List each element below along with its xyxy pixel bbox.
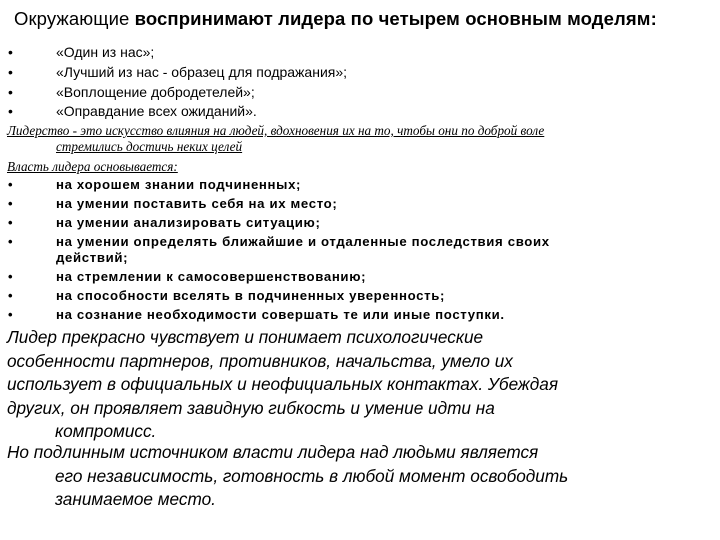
bullet: • xyxy=(8,44,13,60)
base-text: действий; xyxy=(56,250,129,265)
base-text: на хорошем знании подчиненных; xyxy=(56,177,302,192)
power-heading: Власть лидера основывается: xyxy=(7,159,178,174)
bullet: • xyxy=(8,64,13,80)
definition-line-2: стремились достичь неких целей xyxy=(56,139,243,154)
paragraph-power-source xyxy=(7,441,719,512)
bullet: • xyxy=(8,103,13,119)
base-text: на умении анализировать ситуацию; xyxy=(56,215,321,230)
model-text: «Один из нас»; xyxy=(56,44,155,60)
paragraph-line: использует в официальных и неофициальных контактах. Убеждая xyxy=(7,374,558,395)
paragraph-line: других, он проявляет завидную гибкость и умение идти на xyxy=(7,397,495,418)
model-text: «Оправдание всех ожиданий». xyxy=(56,103,257,119)
base-text: на умении поставить себя на их место; xyxy=(56,196,338,211)
bullet: • xyxy=(8,307,13,322)
bullet: • xyxy=(8,177,13,192)
base-text: на способности вселять в подчиненных уверенность; xyxy=(56,288,446,303)
paragraph-line: компромисс. xyxy=(55,421,157,442)
paragraph-line: Но подлинным источником власти лидера над людьми является xyxy=(7,442,539,462)
model-text: «Лучший из нас - образец для подражания»; xyxy=(56,64,348,80)
paragraph-line: Лидер прекрасно чувствует и понимает психологические xyxy=(7,327,484,347)
title-prefix: Окружающие xyxy=(14,8,135,29)
base-text: на умении определять ближайшие и отдаленные последствия своих xyxy=(56,234,550,249)
bullet: • xyxy=(8,269,13,284)
title-bold: воспринимают лидера по четырем основным моделям: xyxy=(134,8,657,29)
paragraph-leader xyxy=(7,326,719,444)
model-text: «Воплощение добродетелей»; xyxy=(56,84,255,100)
bullet: • xyxy=(8,234,13,249)
bullet: • xyxy=(8,84,13,100)
slide-title xyxy=(14,8,714,30)
bullet: • xyxy=(8,215,13,230)
base-text: на сознание необходимости совершать те или иные поступки. xyxy=(56,307,505,322)
paragraph-line: его независимость, готовность в любой момент освободить xyxy=(55,465,569,486)
base-text: на стремлении к самосовершенствованию; xyxy=(56,269,367,284)
paragraph-line: занимаемое место. xyxy=(55,489,216,510)
bullet: • xyxy=(8,196,13,211)
definition-line-1: Лидерство - это искусство влияния на людей, вдохновения их на то, чтобы они по доброй воле xyxy=(7,123,545,138)
paragraph-line: особенности партнеров, противников, начальства, умело их xyxy=(7,350,513,371)
bullet: • xyxy=(8,288,13,303)
